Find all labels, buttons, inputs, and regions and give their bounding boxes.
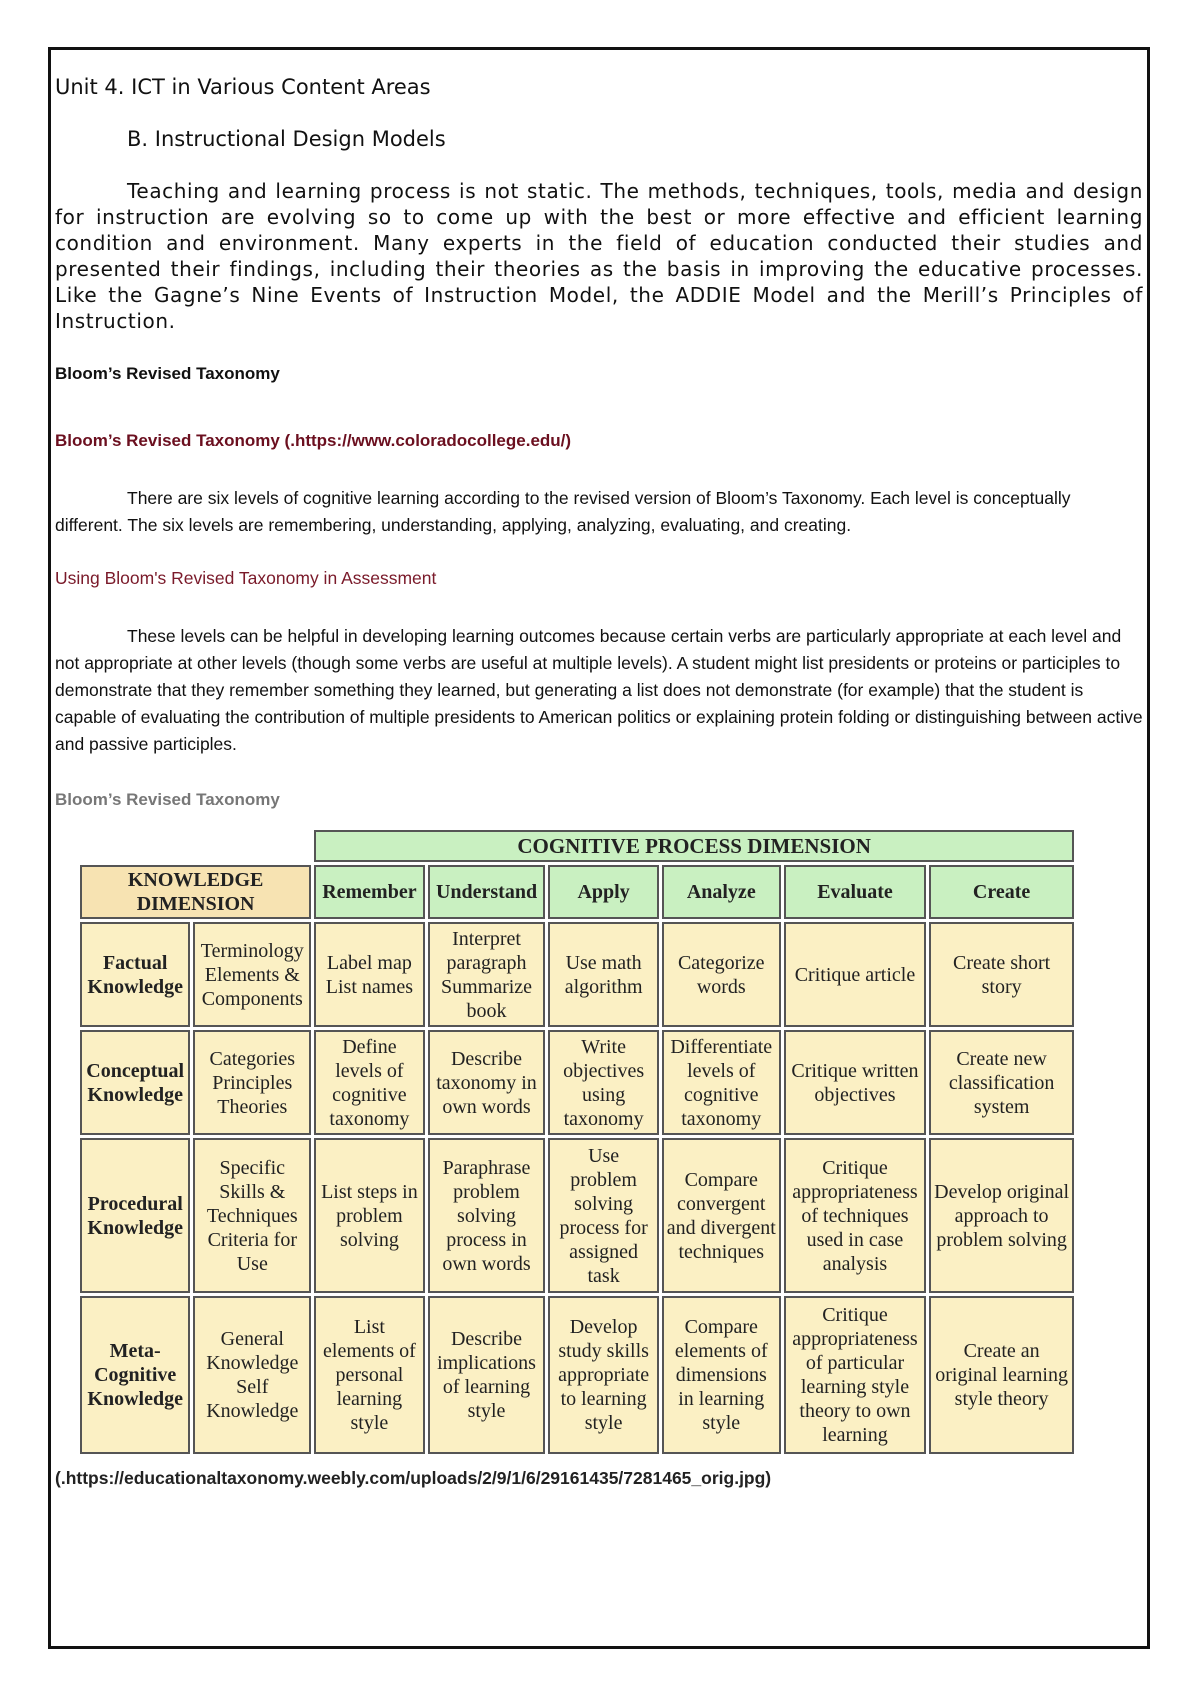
- table-row-metacognitive: [80, 1296, 1074, 1454]
- table-heading: Bloom’s Revised Taxonomy: [55, 790, 280, 809]
- cell-procedural-understand: Paraphrase problem solving process in own words: [428, 1138, 546, 1293]
- cell-factual-remember: Label map List names: [314, 922, 424, 1027]
- assessment-heading: Using Bloom's Revised Taxonomy in Assessment: [55, 568, 437, 588]
- intro-paragraph: [55, 178, 1143, 334]
- row-name-procedural: Procedural Knowledge: [80, 1138, 190, 1293]
- cognitive-process-header: COGNITIVE PROCESS DIMENSION: [314, 830, 1074, 862]
- col-header-evaluate: Evaluate: [784, 865, 927, 920]
- col-header-understand: Understand: [428, 865, 546, 920]
- six-levels-paragraph: [55, 485, 1143, 539]
- assessment-text: These levels can be helpful in developing learning outcomes because certain verbs are particularly appropriate at each level and not appropriate at other levels (though some verbs are useful at multiple levels). A student might list presidents or proteins or participles to demonstrate that they remember something they learned, but generating a list does not demonstrate (for example) that the student is capable of evaluating the contribution of multiple presidents to American politics or explaining protein folding or distinguishing between active and passive participles.: [55, 626, 1143, 754]
- cell-metacognitive-apply: Develop study skills appropriate to learning style: [548, 1296, 658, 1454]
- taxonomy-table: [77, 827, 1077, 1457]
- row-subtypes-conceptual: Categories Principles Theories: [193, 1030, 311, 1135]
- col-header-analyze: Analyze: [662, 865, 781, 920]
- table-row-factual: [80, 922, 1074, 1027]
- cell-metacognitive-evaluate: Critique appropriateness of particular learning style theory to own learning: [784, 1296, 927, 1454]
- row-subtypes-procedural: Specific Skills & Techniques Criteria for Use: [193, 1138, 311, 1293]
- cell-factual-evaluate: Critique article: [784, 922, 927, 1027]
- cell-conceptual-apply: Write objectives using taxonomy: [548, 1030, 658, 1135]
- taxonomy-table-container: [77, 827, 1077, 1457]
- cell-metacognitive-analyze: Compare elements of dimensions in learning style: [662, 1296, 781, 1454]
- unit-title: Unit 4. ICT in Various Content Areas: [55, 75, 431, 99]
- cell-metacognitive-understand: Describe implications of learning style: [428, 1296, 546, 1454]
- col-header-remember: Remember: [314, 865, 424, 920]
- cell-metacognitive-create: Create an original learning style theory: [929, 1296, 1074, 1454]
- blooms-source-heading: Bloom’s Revised Taxonomy (.https://www.coloradocollege.edu/): [55, 431, 572, 450]
- cell-factual-apply: Use math algorithm: [548, 922, 658, 1027]
- blooms-heading: Bloom’s Revised Taxonomy: [55, 364, 280, 383]
- cell-conceptual-understand: Describe taxonomy in own words: [428, 1030, 546, 1135]
- intro-text: Teaching and learning process is not static. The methods, techniques, tools, media and design for instruction are evolving so to come up with the best or more effective and efficient learning condition and environment. Many experts in the field of education conducted their studies and presented their findings, including their theories as the basis in improving the educative processes. Like the Gagne’s Nine Events of Instruction Model, the ADDIE Model and the Merill’s Principles of Instruction.: [55, 179, 1143, 333]
- cell-factual-create: Create short story: [929, 922, 1074, 1027]
- cell-conceptual-create: Create new classification system: [929, 1030, 1074, 1135]
- six-levels-text: There are six levels of cognitive learning according to the revised version of Bloom’s Taxonomy. Each level is conceptually different. The six levels are remembering, understanding, applying, analyzing, evaluating, and creating.: [55, 488, 1071, 535]
- col-header-apply: Apply: [548, 865, 658, 920]
- cell-procedural-apply: Use problem solving process for assigned task: [548, 1138, 658, 1293]
- table-title-row: [80, 830, 1074, 862]
- row-name-conceptual: Conceptual Knowledge: [80, 1030, 190, 1135]
- cell-procedural-analyze: Compare convergent and divergent techniques: [662, 1138, 781, 1293]
- cell-procedural-remember: List steps in problem solving: [314, 1138, 424, 1293]
- row-name-metacognitive: Meta-Cognitive Knowledge: [80, 1296, 190, 1454]
- cell-factual-analyze: Categorize words: [662, 922, 781, 1027]
- row-subtypes-factual: Terminology Elements & Components: [193, 922, 311, 1027]
- section-title: B. Instructional Design Models: [127, 127, 446, 151]
- knowledge-dimension-header: KNOWLEDGE DIMENSION: [80, 865, 311, 920]
- source-caption: (.https://educationaltaxonomy.weebly.com/uploads/2/9/1/6/29161435/7281465_orig.jpg): [55, 1468, 772, 1488]
- cell-procedural-evaluate: Critique appropriateness of techniques used in case analysis: [784, 1138, 927, 1293]
- blank-corner: [80, 830, 311, 862]
- assessment-paragraph: [55, 623, 1143, 758]
- cell-metacognitive-remember: List elements of personal learning style: [314, 1296, 424, 1454]
- table-row-conceptual: [80, 1030, 1074, 1135]
- row-name-factual: Factual Knowledge: [80, 922, 190, 1027]
- cell-procedural-create: Develop original approach to problem solving: [929, 1138, 1074, 1293]
- table-row-procedural: [80, 1138, 1074, 1293]
- cell-factual-understand: Interpret paragraph Summarize book: [428, 922, 546, 1027]
- col-header-create: Create: [929, 865, 1074, 920]
- cell-conceptual-remember: Define levels of cognitive taxonomy: [314, 1030, 424, 1135]
- row-subtypes-metacognitive: General Knowledge Self Knowledge: [193, 1296, 311, 1454]
- cell-conceptual-analyze: Differentiate levels of cognitive taxonomy: [662, 1030, 781, 1135]
- column-header-row: [80, 865, 1074, 920]
- cell-conceptual-evaluate: Critique written objectives: [784, 1030, 927, 1135]
